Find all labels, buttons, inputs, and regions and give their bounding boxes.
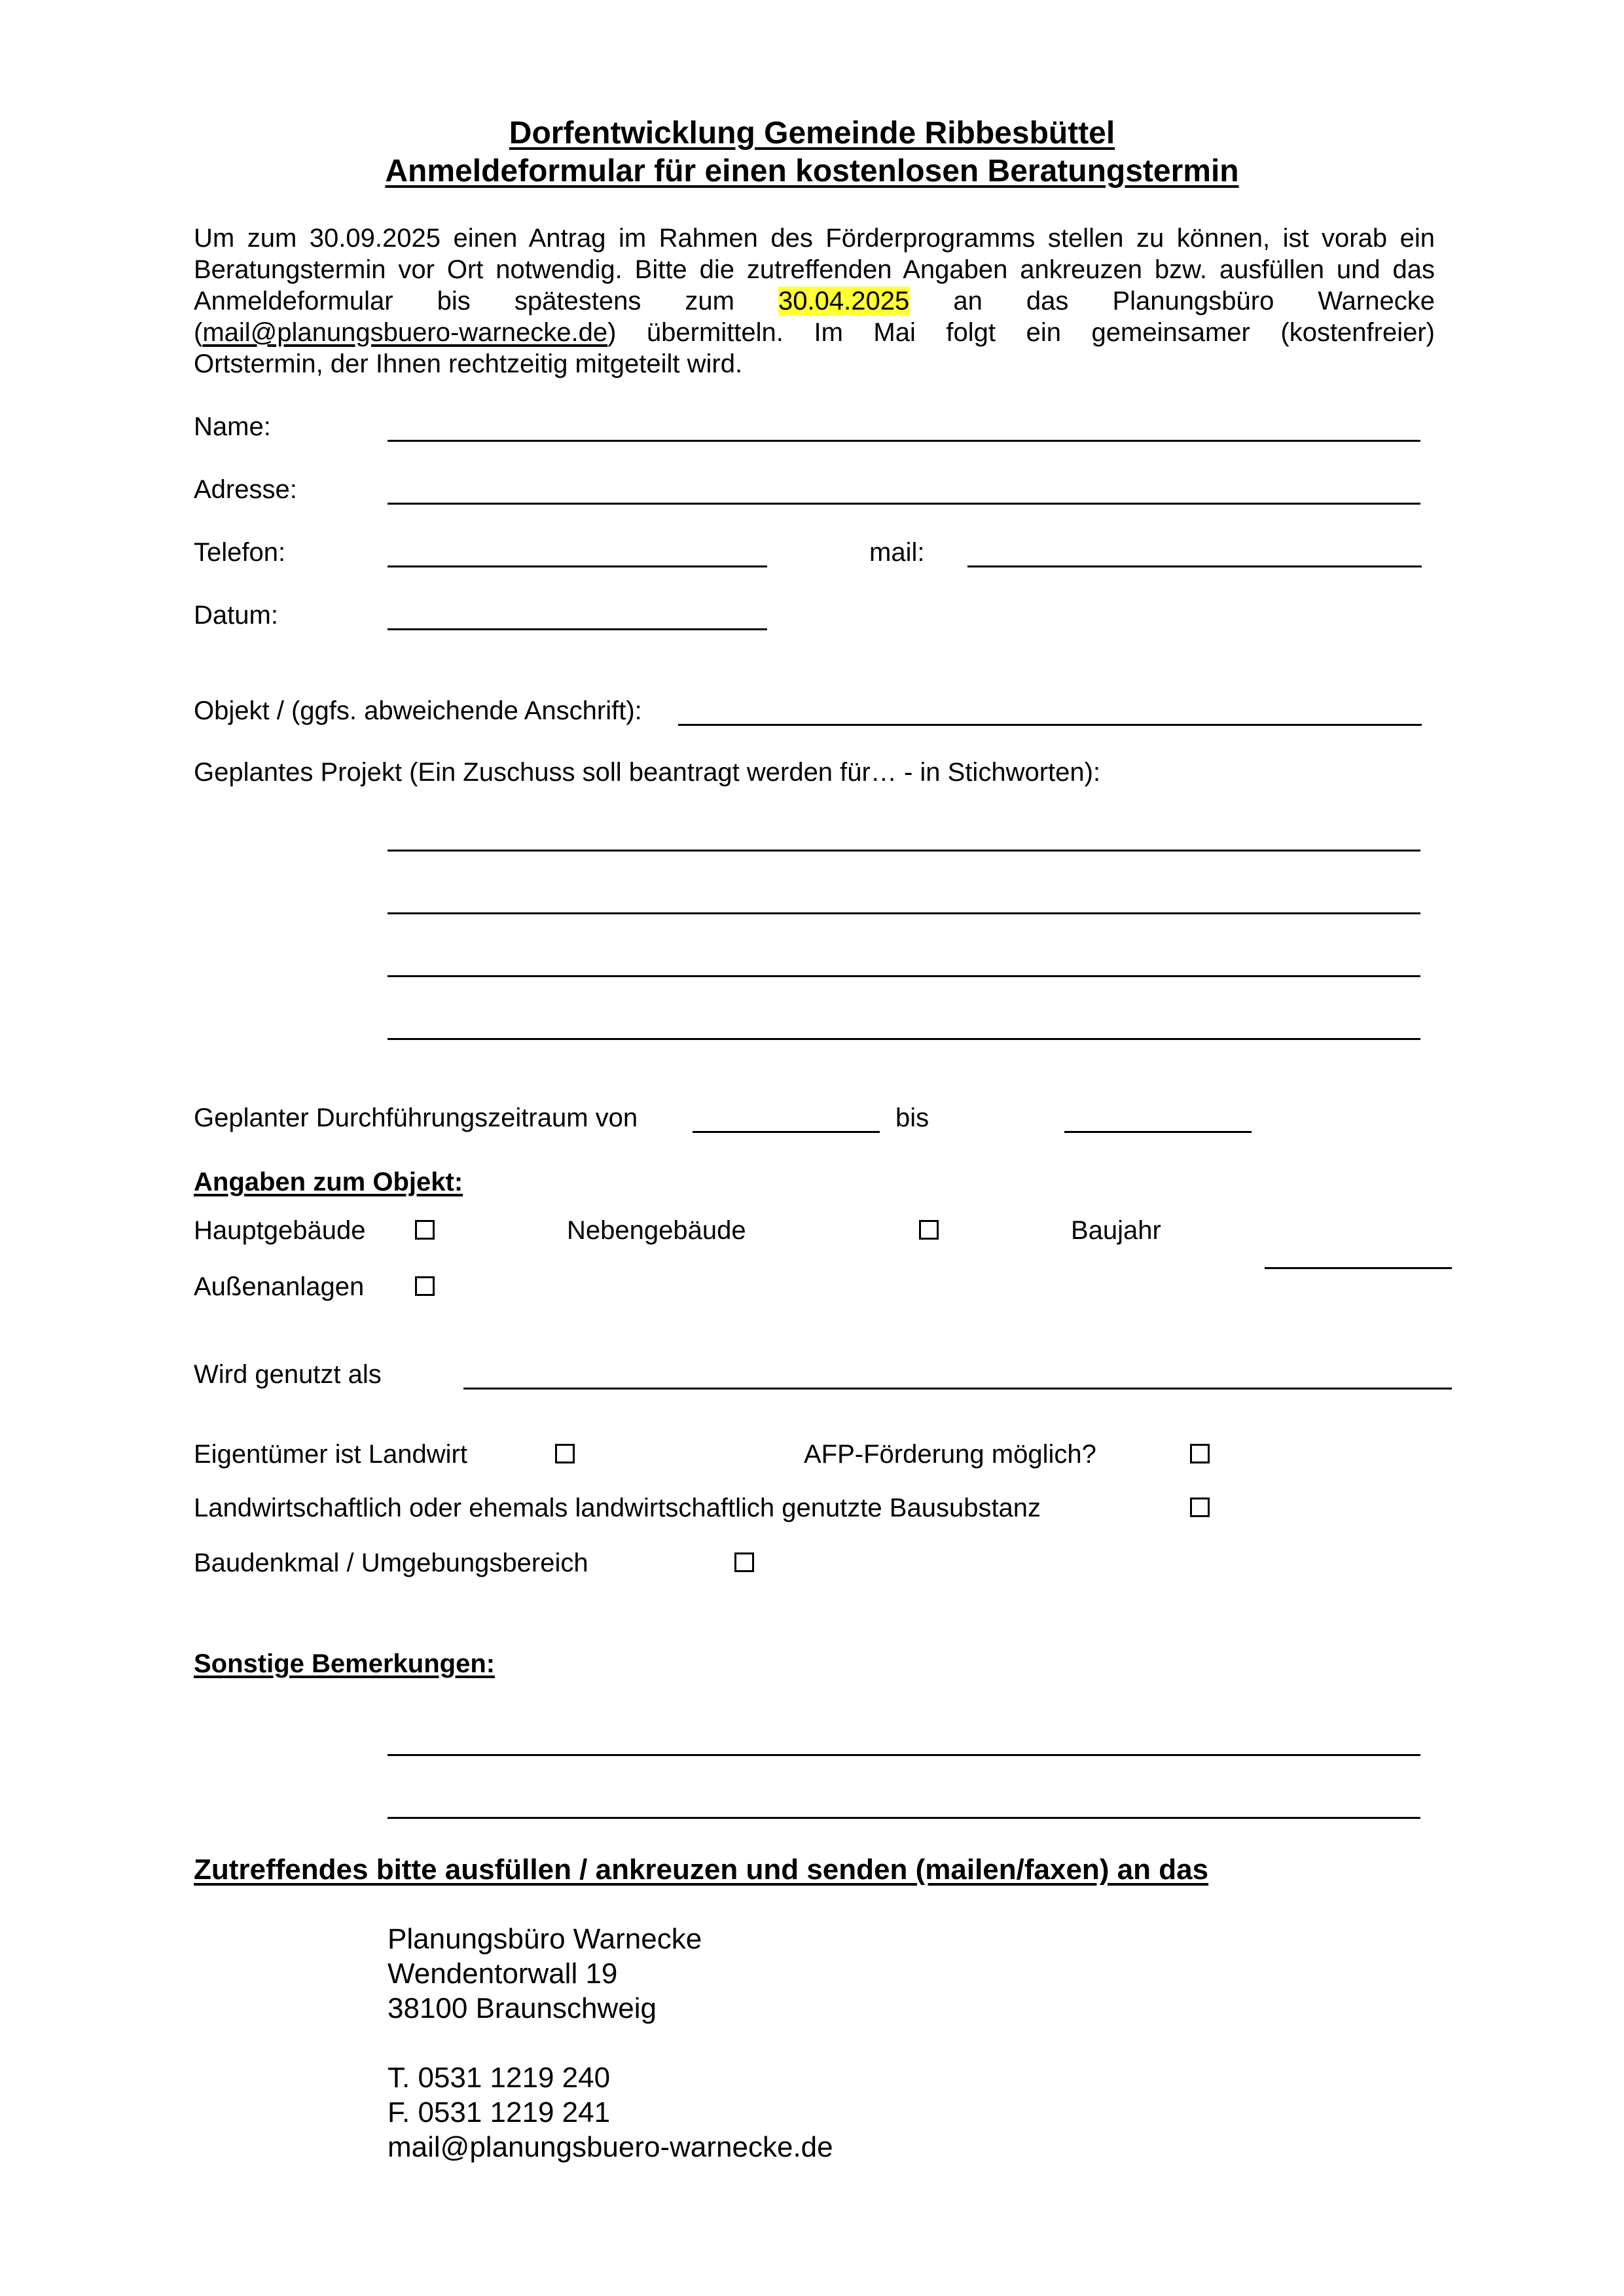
- company-name: Planungsbüro Warnecke: [388, 1923, 702, 1955]
- date-field[interactable]: [388, 628, 767, 630]
- title-line-1: Dorfentwicklung Gemeinde Ribbesbüttel: [509, 116, 1115, 151]
- project-line-1[interactable]: [388, 850, 1420, 852]
- period-to-field[interactable]: [1064, 1131, 1252, 1133]
- object-field[interactable]: [678, 724, 1422, 726]
- agricultural-checkbox[interactable]: [1190, 1498, 1210, 1517]
- intro-line-3a: Anmeldeformular bis spätestens zum: [194, 287, 734, 315]
- email-link[interactable]: mail@planungsbuero-warnecke.de: [202, 318, 608, 347]
- name-field[interactable]: [388, 440, 1420, 442]
- outbuilding-checkbox[interactable]: [919, 1220, 939, 1240]
- monument-label: Baudenkmal / Umgebungsbereich: [194, 1549, 588, 1577]
- company-phone: T. 0531 1219 240: [388, 2062, 611, 2094]
- used-as-field[interactable]: [463, 1388, 1452, 1390]
- phone-field[interactable]: [388, 565, 767, 567]
- remarks-line-2[interactable]: [388, 1817, 1420, 1819]
- remarks-heading: Sonstige Bemerkungen:: [194, 1649, 496, 1678]
- company-city: 38100 Braunschweig: [388, 1992, 657, 2024]
- company-street: Wendentorwall 19: [388, 1958, 618, 1990]
- object-section-heading: Angaben zum Objekt:: [194, 1168, 463, 1196]
- period-to-label: bis: [895, 1103, 929, 1132]
- intro-line-4: [194, 317, 1435, 348]
- outdoor-checkbox[interactable]: [415, 1276, 435, 1296]
- owner-farmer-checkbox[interactable]: [555, 1444, 575, 1463]
- intro-line-5: Ortstermin, der Ihnen rechtzeitig mitgeteilt wird.: [194, 350, 743, 378]
- used-as-label: Wird genutzt als: [194, 1360, 382, 1389]
- date-label: Datum:: [194, 601, 278, 630]
- company-email[interactable]: mail@planungsbuero-warnecke.de: [388, 2131, 833, 2163]
- main-building-label: Hauptgebäude: [194, 1216, 366, 1245]
- deadline-highlight: 30.04.2025: [778, 287, 910, 315]
- period-from-field[interactable]: [693, 1131, 880, 1133]
- outdoor-label: Außenanlagen: [194, 1272, 365, 1301]
- outbuilding-label: Nebengebäude: [567, 1216, 746, 1245]
- intro-line-4-rest: ) übermitteln. Im Mai folgt ein gemeinsamer (kostenfreier): [607, 318, 1435, 347]
- project-line-4[interactable]: [388, 1038, 1420, 1040]
- intro-line-2: Beratungstermin vor Ort notwendig. Bitte die zutreffenden Angaben ankreuzen bzw. ausfüllen und das: [194, 255, 1435, 284]
- agricultural-label: Landwirtschaftlich oder ehemals landwirtschaftlich genutzte Bausubstanz: [194, 1494, 1041, 1522]
- object-label: Objekt / (ggfs. abweichende Anschrift):: [194, 696, 642, 725]
- send-to-heading: Zutreffendes bitte ausfüllen / ankreuzen und senden (mailen/faxen) an das: [194, 1854, 1209, 1886]
- main-building-checkbox[interactable]: [415, 1220, 435, 1240]
- year-built-label: Baujahr: [1071, 1216, 1161, 1245]
- intro-line-3: [194, 285, 1435, 317]
- name-label: Name:: [194, 412, 271, 441]
- company-fax: F. 0531 1219 241: [388, 2096, 611, 2128]
- intro-line-1: Um zum 30.09.2025 einen Antrag im Rahmen des Förderprogramms stellen zu können, ist vorab ein: [194, 224, 1435, 253]
- afp-label: AFP-Förderung möglich?: [804, 1440, 1096, 1469]
- afp-checkbox[interactable]: [1190, 1444, 1210, 1463]
- phone-label: Telefon:: [194, 538, 286, 567]
- year-built-field[interactable]: [1265, 1267, 1452, 1269]
- remarks-line-1[interactable]: [388, 1754, 1420, 1756]
- title-line-2: Anmeldeformular für einen kostenlosen Beratungstermin: [385, 154, 1239, 188]
- monument-checkbox[interactable]: [734, 1552, 754, 1572]
- mail-label: mail:: [869, 538, 925, 567]
- paren-open: (: [194, 318, 203, 347]
- address-label: Adresse:: [194, 475, 297, 504]
- project-line-2[interactable]: [388, 912, 1420, 914]
- project-label: Geplantes Projekt (Ein Zuschuss soll beantragt werden für… - in Stichworten):: [194, 758, 1101, 787]
- mail-field[interactable]: [967, 565, 1422, 567]
- project-line-3[interactable]: [388, 975, 1420, 977]
- period-from-label: Geplanter Durchführungszeitraum von: [194, 1103, 638, 1132]
- owner-farmer-label: Eigentümer ist Landwirt: [194, 1440, 467, 1469]
- intro-line-3b: an das Planungsbüro Warnecke: [953, 287, 1435, 315]
- address-field[interactable]: [388, 503, 1420, 505]
